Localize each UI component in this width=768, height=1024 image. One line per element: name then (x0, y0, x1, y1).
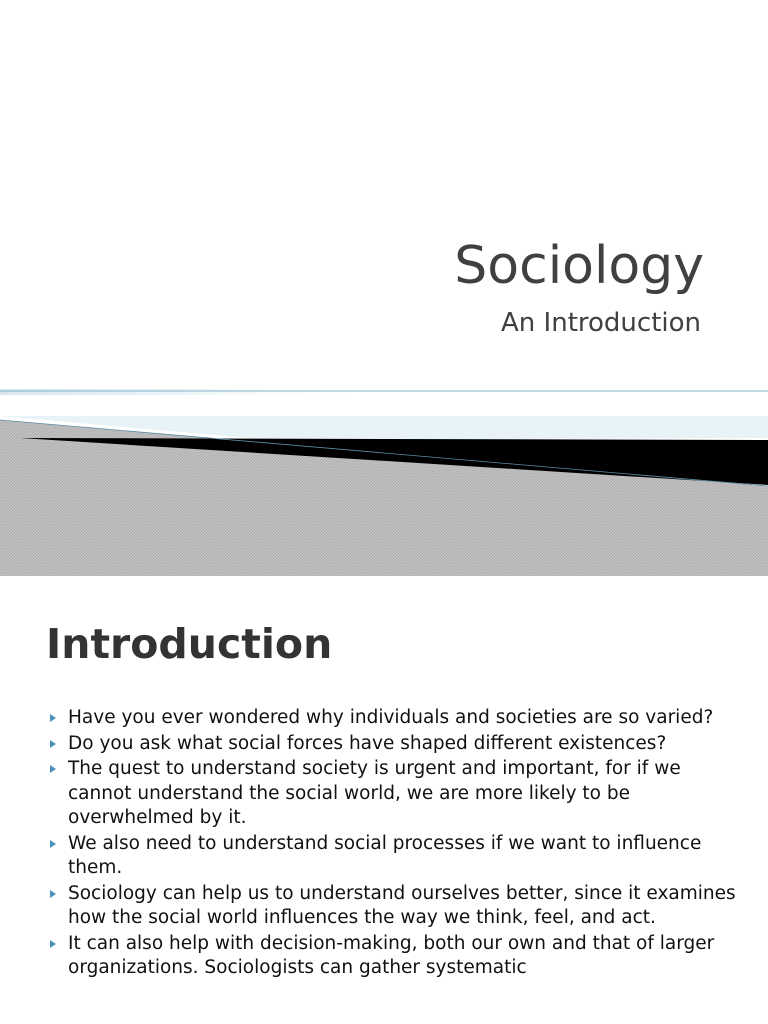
bullet-item (48, 732, 738, 757)
bullet-item (48, 706, 738, 731)
bullet-text: Sociology can help us to understand ourselves better, since it examines how the social world influences the way we think, feel, and act. (68, 882, 736, 928)
bullet-text: The quest to understand society is urgent and important, for if we cannot understand the social world, we are more likely to be overwhelmed by it. (68, 758, 681, 828)
bullet-item (48, 882, 738, 931)
bullet-text: Have you ever wondered why individuals and societies are so varied? (68, 707, 714, 728)
bullet-text: Do you ask what social forces have shaped different existences? (68, 732, 667, 754)
bullet-text: It can also help with decision-making, both our own and that of larger organizations. Sociologists can gather systematic (68, 932, 715, 978)
triangle-bullet-icon (50, 890, 56, 898)
triangle-bullet-icon (50, 765, 56, 773)
triangle-bullet-icon (50, 840, 56, 848)
decorative-band (0, 388, 768, 576)
bullet-list (48, 706, 738, 982)
bullet-item (48, 932, 738, 981)
fade-stripe (0, 389, 380, 395)
bullet-item (48, 757, 738, 831)
triangle-bullet-icon (50, 940, 56, 948)
triangle-bullet-icon (50, 714, 56, 722)
slide-heading: Introduction (46, 620, 333, 668)
bullet-text: We also need to understand social processes if we want to influence them. (68, 832, 702, 878)
triangle-bullet-icon (50, 740, 56, 748)
content-slide (0, 576, 768, 1024)
slide-subtitle: An Introduction (501, 308, 701, 338)
slide-title: Sociology (454, 236, 704, 296)
bullet-item (48, 832, 738, 881)
